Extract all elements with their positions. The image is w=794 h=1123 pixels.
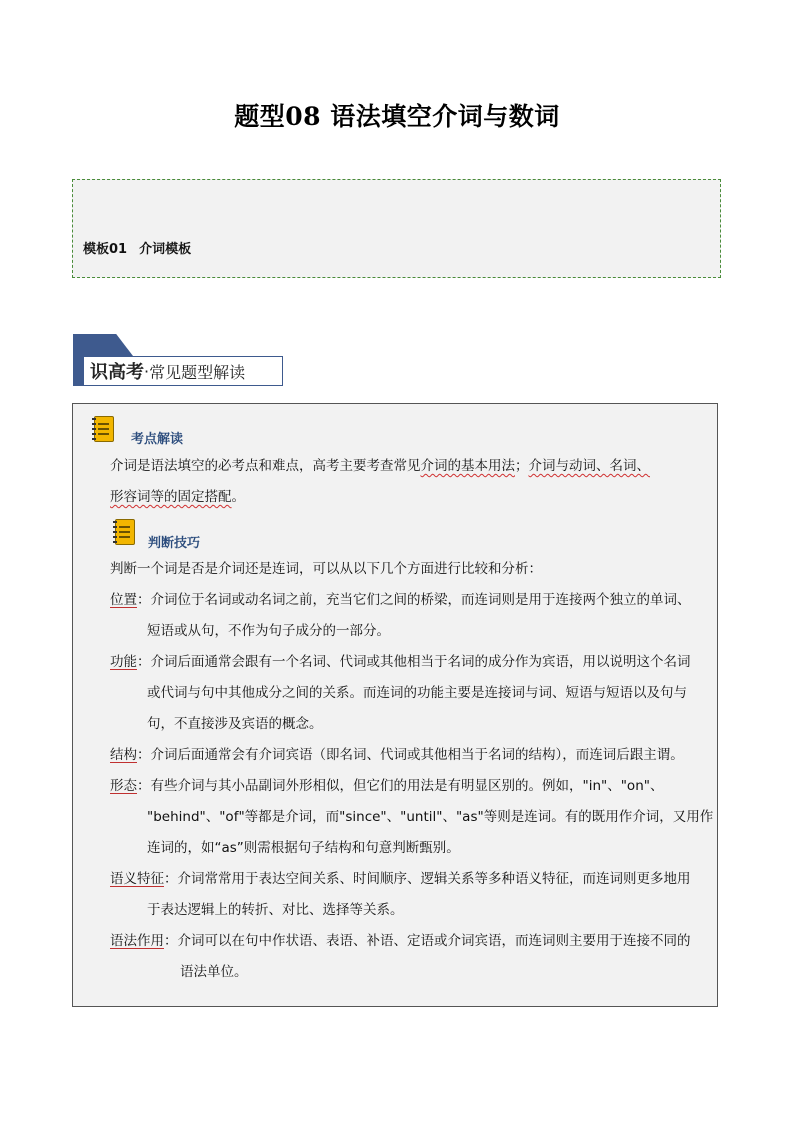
section-number: 01 xyxy=(91,331,117,352)
kaodian-text-part: ； xyxy=(515,458,529,474)
jiqiao-body xyxy=(110,554,714,988)
term-text: 连词的，如“as”则需根据句子结构和句意判断甄别。 xyxy=(147,840,460,856)
template-list-box xyxy=(72,179,721,278)
section-label-dot: · xyxy=(144,361,150,381)
jiqiao-item-position xyxy=(110,585,710,616)
term-label: 结构 xyxy=(110,747,137,763)
section-bar xyxy=(73,356,83,386)
template-item-label: 介词模板 xyxy=(139,242,192,257)
template-item-number: 模板01 xyxy=(83,242,128,257)
term-text: 短语或从句，不作为句子成分的一部分。 xyxy=(147,623,390,639)
page-title: 题型08 语法填空介词与数词 xyxy=(234,102,560,131)
kaodian-heading: 考点解读 xyxy=(131,432,184,447)
term-text: 或代词与句中其他成分之间的关系。而连词的功能主要是连接词与词、短语与短语以及句与 xyxy=(147,685,687,701)
kaodian-highlight-2: 介词与动词、名词、 xyxy=(528,458,650,474)
kaodian-highlight-3: 形容词等的固定搭配 xyxy=(110,489,232,505)
term-text: ：介词位于名词或动名词之前，充当它们之间的桥梁，而连词则是用于连接两个独立的单词、 xyxy=(137,592,691,608)
section-label-box xyxy=(83,356,283,386)
content-box xyxy=(72,403,718,1007)
term-text: 语法单位。 xyxy=(180,964,248,980)
term-label: 语义特征 xyxy=(110,871,164,887)
term-text: 于表达逻辑上的转折、对比、选择等关系。 xyxy=(147,902,404,918)
term-text: ：介词后面通常会有介词宾语（即名词、代词或其他相当于名词的结构），而连词后跟主谓。 xyxy=(137,747,684,763)
jiqiao-heading: 判断技巧 xyxy=(148,536,201,551)
term-label: 功能 xyxy=(110,654,137,670)
term-label: 形态 xyxy=(110,778,137,794)
kaodian-text xyxy=(110,451,710,513)
kaodian-text-part: 。 xyxy=(231,489,245,505)
term-text: 句，不直接涉及宾语的概念。 xyxy=(147,716,323,732)
notebook-icon xyxy=(113,519,135,545)
jiqiao-item-structure xyxy=(110,740,710,771)
template-item[interactable] xyxy=(83,238,203,257)
jiqiao-item-semantic xyxy=(110,864,710,895)
term-text: ：介词可以在句中作状语、表语、补语、定语或介词宾语，而连词则主要用于连接不同的 xyxy=(164,933,691,949)
section-label-main: 识高考 xyxy=(90,362,144,383)
term-label: 语法作用 xyxy=(110,933,164,949)
jiqiao-item-grammar xyxy=(110,926,710,957)
notebook-icon xyxy=(92,416,114,442)
jiqiao-item-function xyxy=(110,647,710,678)
section-header xyxy=(73,331,283,388)
term-label: 位置 xyxy=(110,592,137,608)
kaodian-text-part: 介词是语法填空的必考点和难点，高考主要考查常见 xyxy=(110,458,421,474)
jiqiao-intro: 判断一个词是否是介词还是连词，可以从以下几个方面进行比较和分析： xyxy=(110,561,542,577)
term-text: ：介词后面通常会跟有一个名词、代词或其他相当于名词的成分作为宾语，用以说明这个名词 xyxy=(137,654,691,670)
jiqiao-item-form xyxy=(110,771,710,802)
section-label-sub: 常见题型解读 xyxy=(149,362,246,382)
term-text: "behind"、"of"等都是介词，而"since"、"until"、"as"等则是连词。有的既用作介词，又用作 xyxy=(147,809,714,825)
term-text: ：有些介词与其小品副词外形相似，但它们的用法是有明显区别的。例如，"in"、"on"、 xyxy=(137,778,664,794)
term-text: ：介词常常用于表达空间关系、时间顺序、逻辑关系等多种语义特征，而连词则更多地用 xyxy=(164,871,691,887)
kaodian-highlight-1: 介词的基本用法 xyxy=(420,458,515,474)
